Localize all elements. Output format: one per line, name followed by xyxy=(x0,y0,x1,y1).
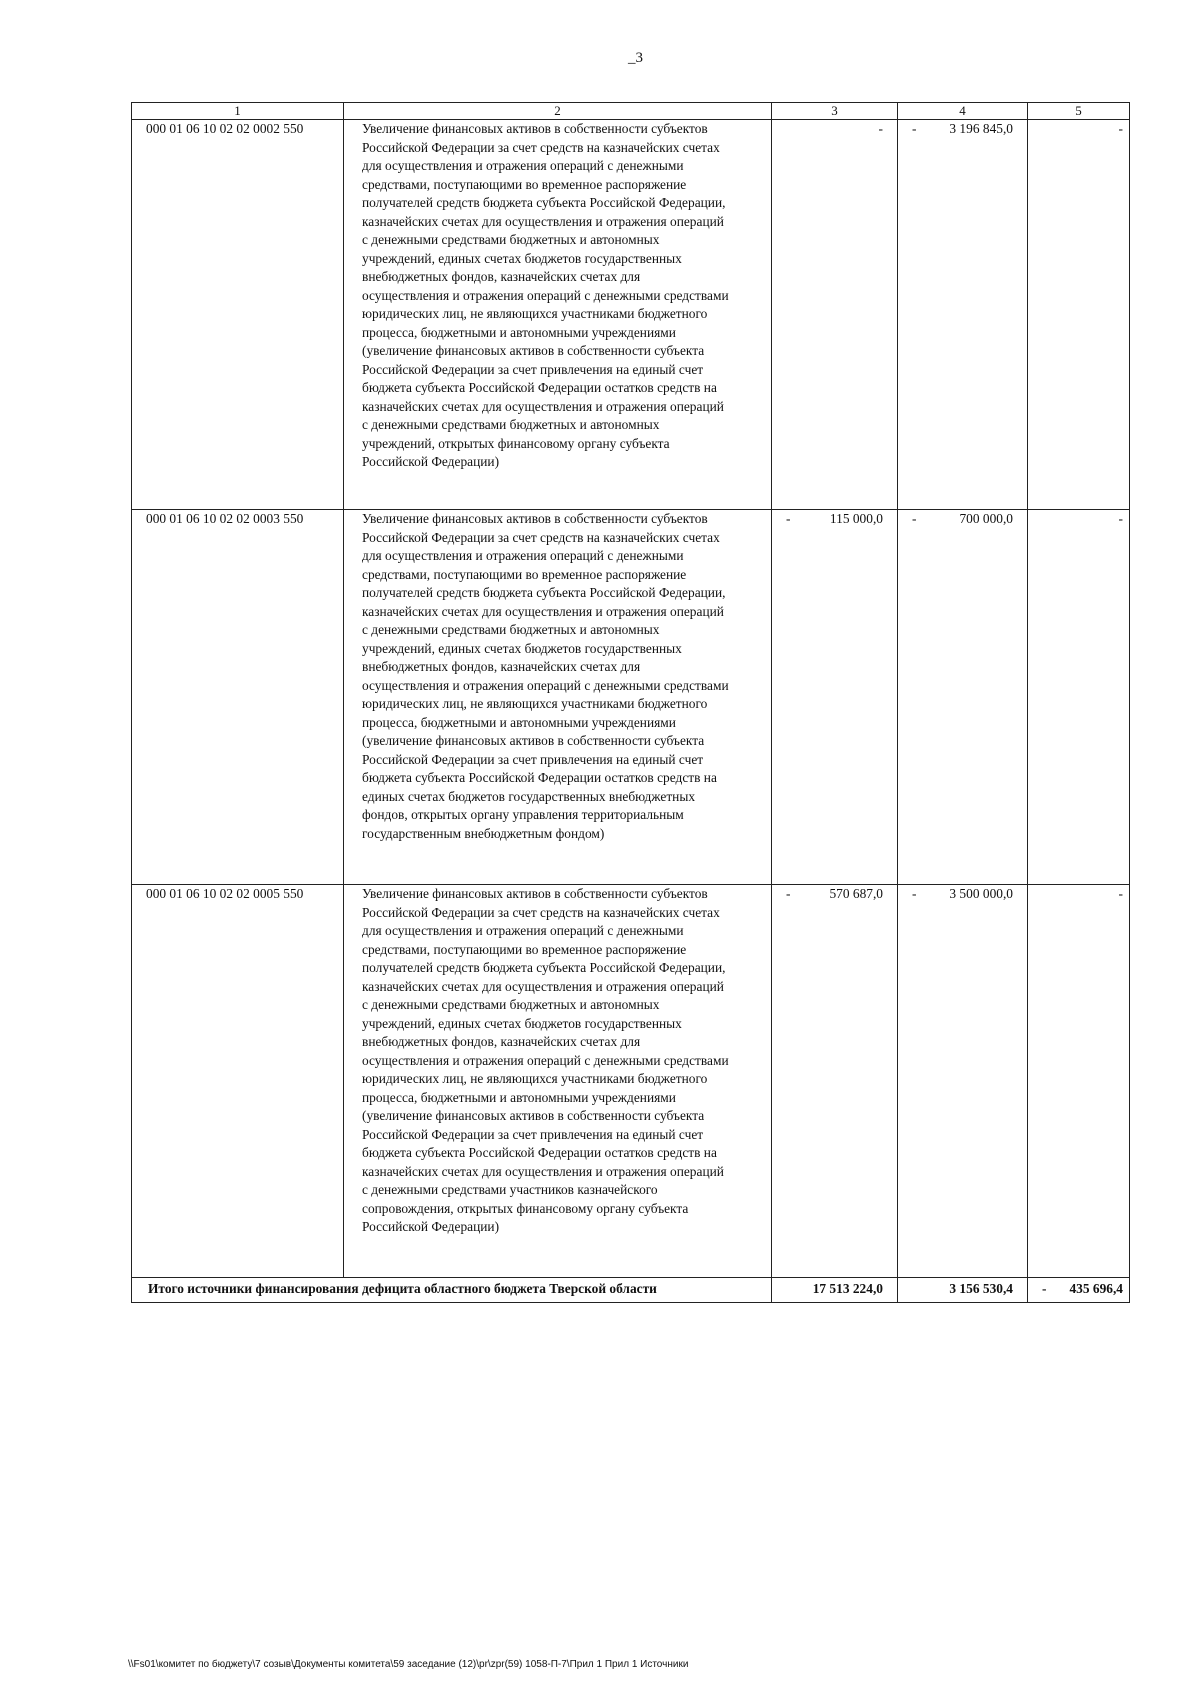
description-line: получателей средств бюджета субъекта Российской Федерации, xyxy=(362,960,726,975)
description-line: сопровождения, открытых финансовому органу субъекта xyxy=(362,1200,689,1216)
table-row xyxy=(132,510,1130,885)
description-line: (увеличение финансовых активов в собственности субъекта xyxy=(362,343,705,358)
description-line: бюджета субъекта Российской Федерации остатков средств на xyxy=(362,380,717,395)
description-line: учреждений, единых счетах бюджетов государственных xyxy=(362,1015,682,1031)
description-line: казначейских счетах для осуществления и отражения операций xyxy=(362,213,724,229)
description-line: Российской Федерации за счет привлечения на единый счет xyxy=(362,751,704,767)
description-line: получателей средств бюджета субъекта Российской Федерации, xyxy=(362,585,726,600)
description xyxy=(344,510,772,885)
description-line: казначейских счетах для осуществления и отражения операций xyxy=(362,398,724,414)
description-line: казначейских счетах для осуществления и отражения операций xyxy=(362,1163,724,1179)
header-row xyxy=(132,103,1130,120)
description-line: осуществления и отражения операций с денежными средствами xyxy=(362,677,729,693)
description-line: Российской Федерации за счет привлечения на единый счет xyxy=(362,1126,704,1142)
table-row xyxy=(132,120,1130,510)
total-row xyxy=(132,1278,1130,1303)
sources-table xyxy=(131,102,1130,1303)
description-line: казначейских счетах для осуществления и отражения операций xyxy=(362,978,724,994)
total-value: 435 696,4 xyxy=(1069,1281,1123,1296)
total-amount-4 xyxy=(898,1278,1028,1303)
amount-value: - xyxy=(1118,886,1123,901)
description-line: с денежными средствами бюджетных и автономных xyxy=(362,997,660,1012)
description-line: Увеличение финансовых активов в собственности субъектов xyxy=(362,121,708,136)
page-number: _3 xyxy=(628,50,643,66)
amount-cell-4 xyxy=(898,510,1028,885)
description-line: Российской Федерации за счет средств на казначейских счетах xyxy=(362,529,720,545)
amount-value: - xyxy=(1118,121,1123,136)
description-line: фондов, открытых органу управления территориальным xyxy=(362,807,684,822)
description-line: внебюджетных фондов, казначейских счетах для xyxy=(362,659,641,674)
amount-cell-3 xyxy=(772,510,898,885)
sign-mark: - xyxy=(912,511,917,526)
table-row xyxy=(132,885,1130,1278)
description-line: процесса, бюджетными и автономными учреждениями xyxy=(362,714,676,730)
description-line: Увеличение финансовых активов в собственности субъектов xyxy=(362,511,708,526)
description-line: внебюджетных фондов, казначейских счетах для xyxy=(362,1034,641,1049)
description-line: Российской Федерации за счет привлечения на единый счет xyxy=(362,361,704,377)
description-line: осуществления и отражения операций с денежными средствами xyxy=(362,287,729,303)
description-line: казначейских счетах для осуществления и отражения операций xyxy=(362,603,724,619)
description-line: Российской Федерации) xyxy=(362,454,500,469)
description xyxy=(344,120,772,510)
description-line: государственным внебюджетным фондом) xyxy=(362,825,605,841)
total-amount-3 xyxy=(772,1278,898,1303)
budget-code: 000 01 06 10 02 02 0003 550 xyxy=(132,510,344,885)
description-line: средствами, поступающими во временное распоряжение xyxy=(362,566,687,582)
description-line: с денежными средствами бюджетных и автономных xyxy=(362,417,660,432)
header-col-3: 3 xyxy=(772,103,898,120)
description-line: учреждений, единых счетах бюджетов государственных xyxy=(362,640,682,656)
file-path-footer: \\Fs01\комитет по бюджету\7 созыв\Документы комитета\59 заседание (12)\pr\zpr(59) 1058-П-7\Прил 1 Прил 1 Источники xyxy=(128,1659,689,1670)
sign-mark: - xyxy=(912,886,917,901)
amount-cell-4 xyxy=(898,885,1028,1278)
header-col-1: 1 xyxy=(132,103,344,120)
sign-mark: - xyxy=(1042,1281,1047,1296)
sign-mark: - xyxy=(786,511,791,526)
description-line: учреждений, единых счетах бюджетов государственных xyxy=(362,250,682,266)
description-line: юридических лиц, не являющихся участниками бюджетного xyxy=(362,1071,708,1086)
description-line: учреждений, открытых финансовому органу субъекта xyxy=(362,435,670,451)
description-line: Российской Федерации) xyxy=(362,1219,500,1234)
description-line: бюджета субъекта Российской Федерации остатков средств на xyxy=(362,770,717,785)
sign-mark: - xyxy=(786,886,791,901)
budget-code: 000 01 06 10 02 02 0005 550 xyxy=(132,885,344,1278)
description-line: средствами, поступающими во временное распоряжение xyxy=(362,941,687,957)
amount-value: 3 196 845,0 xyxy=(949,121,1013,136)
amount-value: - xyxy=(1118,511,1123,526)
amount-cell-5 xyxy=(1028,885,1130,1278)
description-line: получателей средств бюджета субъекта Российской Федерации, xyxy=(362,195,726,210)
description-line: с денежными средствами бюджетных и автономных xyxy=(362,232,660,247)
description-line: средствами, поступающими во временное распоряжение xyxy=(362,176,687,192)
header-col-2: 2 xyxy=(344,103,772,120)
amount-value: 3 500 000,0 xyxy=(949,886,1013,901)
total-value: 3 156 530,4 xyxy=(949,1281,1013,1296)
description-line: Российской Федерации за счет средств на казначейских счетах xyxy=(362,139,720,155)
amount-cell-5 xyxy=(1028,120,1130,510)
description-line: процесса, бюджетными и автономными учреждениями xyxy=(362,324,676,340)
description-line: осуществления и отражения операций с денежными средствами xyxy=(362,1052,729,1068)
amount-cell-3 xyxy=(772,885,898,1278)
total-value: 17 513 224,0 xyxy=(812,1281,883,1296)
sign-mark: - xyxy=(912,121,917,136)
description-line: (увеличение финансовых активов в собственности субъекта xyxy=(362,1108,705,1123)
description xyxy=(344,885,772,1278)
header-col-5: 5 xyxy=(1028,103,1130,120)
amount-value: - xyxy=(878,121,883,136)
total-label: Итого источники финансирования дефицита областного бюджета Тверской области xyxy=(132,1278,772,1303)
amount-value: 570 687,0 xyxy=(829,886,883,901)
description-line: Увеличение финансовых активов в собственности субъектов xyxy=(362,886,708,901)
description-line: с денежными средствами участников казначейского xyxy=(362,1182,658,1197)
description-line: Российской Федерации за счет средств на казначейских счетах xyxy=(362,904,720,920)
amount-value: 115 000,0 xyxy=(829,511,883,526)
header-col-4: 4 xyxy=(898,103,1028,120)
description-line: юридических лиц, не являющихся участниками бюджетного xyxy=(362,696,708,711)
amount-cell-5 xyxy=(1028,510,1130,885)
amount-cell-4 xyxy=(898,120,1028,510)
description-line: для осуществления и отражения операций с денежными xyxy=(362,923,684,938)
description-line: бюджета субъекта Российской Федерации остатков средств на xyxy=(362,1145,717,1160)
description-line: процесса, бюджетными и автономными учреждениями xyxy=(362,1089,676,1105)
total-amount-5 xyxy=(1028,1278,1130,1303)
amount-cell-3 xyxy=(772,120,898,510)
description-line: для осуществления и отражения операций с денежными xyxy=(362,158,684,173)
description-line: (увеличение финансовых активов в собственности субъекта xyxy=(362,733,705,748)
amount-value: 700 000,0 xyxy=(959,511,1013,526)
description-line: единых счетах бюджетов государственных внебюджетных xyxy=(362,788,696,804)
description-line: юридических лиц, не являющихся участниками бюджетного xyxy=(362,306,708,321)
budget-code: 000 01 06 10 02 02 0002 550 xyxy=(132,120,344,510)
description-line: для осуществления и отражения операций с денежными xyxy=(362,548,684,563)
description-line: внебюджетных фондов, казначейских счетах для xyxy=(362,269,641,284)
description-line: с денежными средствами бюджетных и автономных xyxy=(362,622,660,637)
